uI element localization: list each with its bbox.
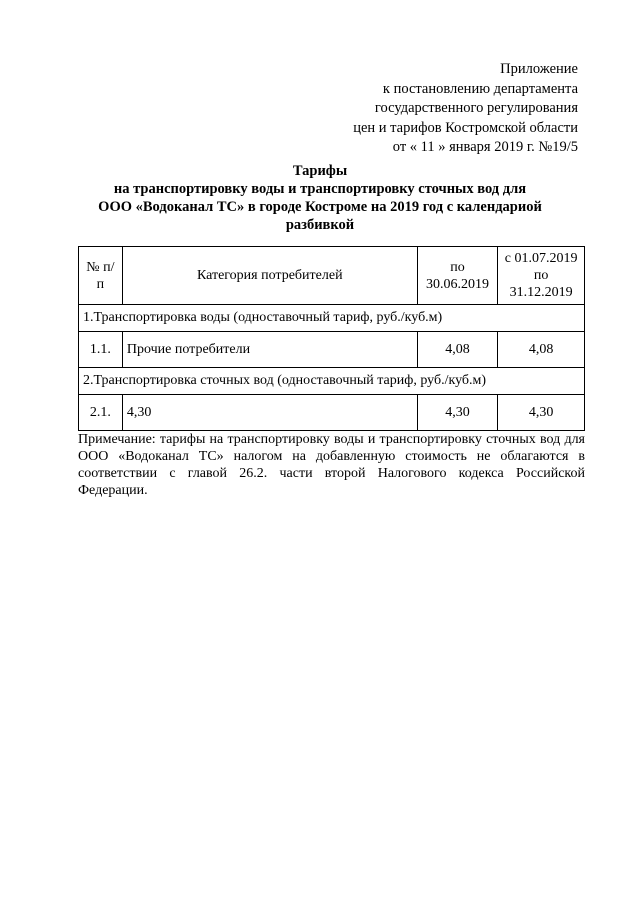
appendix-line-2: к постановлению департамента (382, 80, 578, 97)
row-num: 2.1. (79, 395, 123, 431)
appendix-line-3: государственного регулирования (374, 100, 578, 116)
appendix-reference (353, 60, 578, 158)
appendix-line-1: Приложение (500, 61, 578, 77)
header-num: № п/п (79, 247, 123, 305)
title-line-1: Тарифы (292, 163, 348, 179)
table-header-row (79, 247, 585, 305)
table-row (79, 332, 585, 368)
document-title (60, 162, 580, 234)
title-line-2: на транспортировку воды и транспортировку сточных вод для (113, 181, 527, 197)
header-period-2: с 01.07.2019 по 31.12.2019 (498, 247, 585, 305)
row-category: 4,30 (122, 395, 417, 431)
title-line-4: разбивкой (285, 217, 355, 233)
header-category: Категория потребителей (122, 247, 417, 305)
title-line-3: ООО «Водоканал ТС» в городе Костроме на 2019 год с календариой (98, 199, 542, 215)
header-period-1: по 30.06.2019 (417, 247, 498, 305)
row-category: Прочие потребители (122, 332, 417, 368)
footnote: Примечание: тарифы на транспортировку воды и транспортировку сточных вод для ООО «Водоканал ТС» налогом на добавленную стоимость не облагаются в соответствии с главой 26.2. части второй Налогового кодекса Российской Федерации. (78, 432, 585, 498)
section-row-wastewater (79, 368, 585, 395)
row-period-2-value: 4,08 (498, 332, 585, 368)
section-row-water (79, 305, 585, 332)
table-row (79, 395, 585, 431)
row-period-1-value: 4,08 (417, 332, 498, 368)
appendix-line-5: от « 11 » января 2019 г. №19/5 (392, 139, 578, 155)
section-title-water: 1.Транспортировка воды (одноставочный тариф, руб./куб.м) (79, 305, 585, 332)
row-num: 1.1. (79, 332, 123, 368)
row-period-1-value: 4,30 (417, 395, 498, 431)
tariffs-table (78, 246, 585, 431)
row-period-2-value: 4,30 (498, 395, 585, 431)
appendix-line-4: цен и тарифов Костромской области (353, 119, 578, 136)
section-title-wastewater: 2.Транспортировка сточных вод (одноставочный тариф, руб./куб.м) (79, 368, 585, 395)
